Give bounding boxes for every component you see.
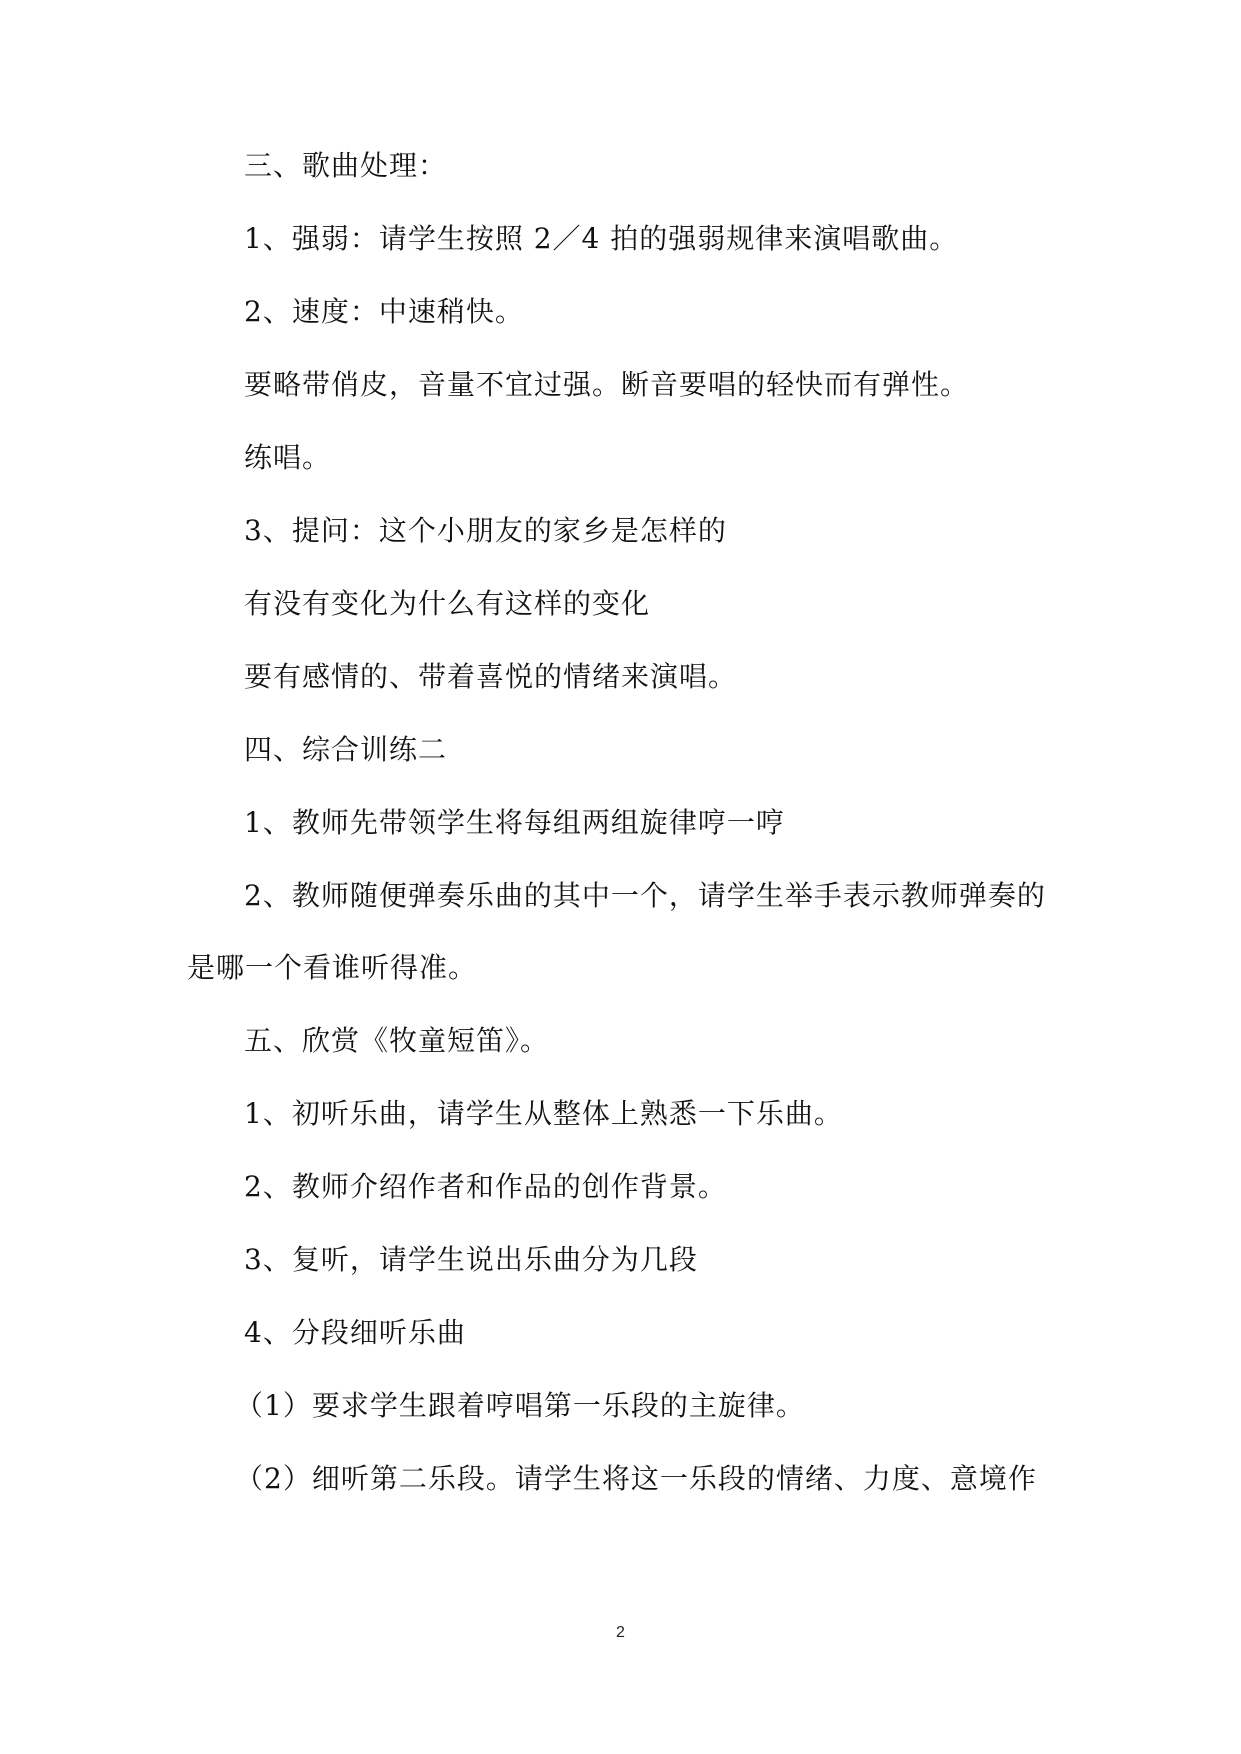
paragraph-tempo: 2、速度：中速稍快。 (244, 295, 524, 328)
paragraph-teacher-play-cont: 是哪一个看谁听得准。 (187, 951, 478, 984)
section-heading-training-two: 四、综合训练二 (244, 733, 448, 766)
paragraph-relisten: 3、复听，请学生说出乐曲分为几段 (244, 1243, 698, 1276)
paragraph-singing-style: 要略带俏皮，音量不宜过强。断音要唱的轻快而有弹性。 (244, 368, 970, 401)
paragraph-practice: 练唱。 (244, 441, 332, 474)
paragraph-teacher-lead: 1、教师先带领学生将每组两组旋律哼一哼 (244, 806, 785, 839)
section-heading-song-processing: 三、歌曲处理： (244, 149, 448, 182)
document-body (187, 148, 1057, 1534)
paragraph-dynamics: 1、强弱：请学生按照 2／4 拍的强弱规律来演唱歌曲。 (244, 222, 959, 255)
page-number: 2 (616, 1624, 625, 1641)
paragraph-teacher-play: 2、教师随便弹奏乐曲的其中一个，请学生举手表示教师弹奏的 (244, 879, 1046, 912)
paragraph-segment-two: （2）细听第二乐段。请学生将这一乐段的情绪、力度、意境作 (235, 1462, 1037, 1495)
section-heading-appreciation: 五、欣赏《牧童短笛》。 (244, 1024, 550, 1057)
paragraph-introduce-background: 2、教师介绍作者和作品的创作背景。 (244, 1170, 727, 1203)
paragraph-segment-one: （1）要求学生跟着哼唱第一乐段的主旋律。 (235, 1389, 805, 1422)
paragraph-first-listen: 1、初听乐曲，请学生从整体上熟悉一下乐曲。 (244, 1097, 843, 1130)
paragraph-segment-listen: 4、分段细听乐曲 (244, 1316, 466, 1349)
paragraph-question-cont: 有没有变化为什么有这样的变化 (244, 587, 651, 620)
paragraph-emotion: 要有感情的、带着喜悦的情绪来演唱。 (244, 660, 738, 693)
paragraph-question: 3、提问：这个小朋友的家乡是怎样的 (244, 514, 727, 547)
